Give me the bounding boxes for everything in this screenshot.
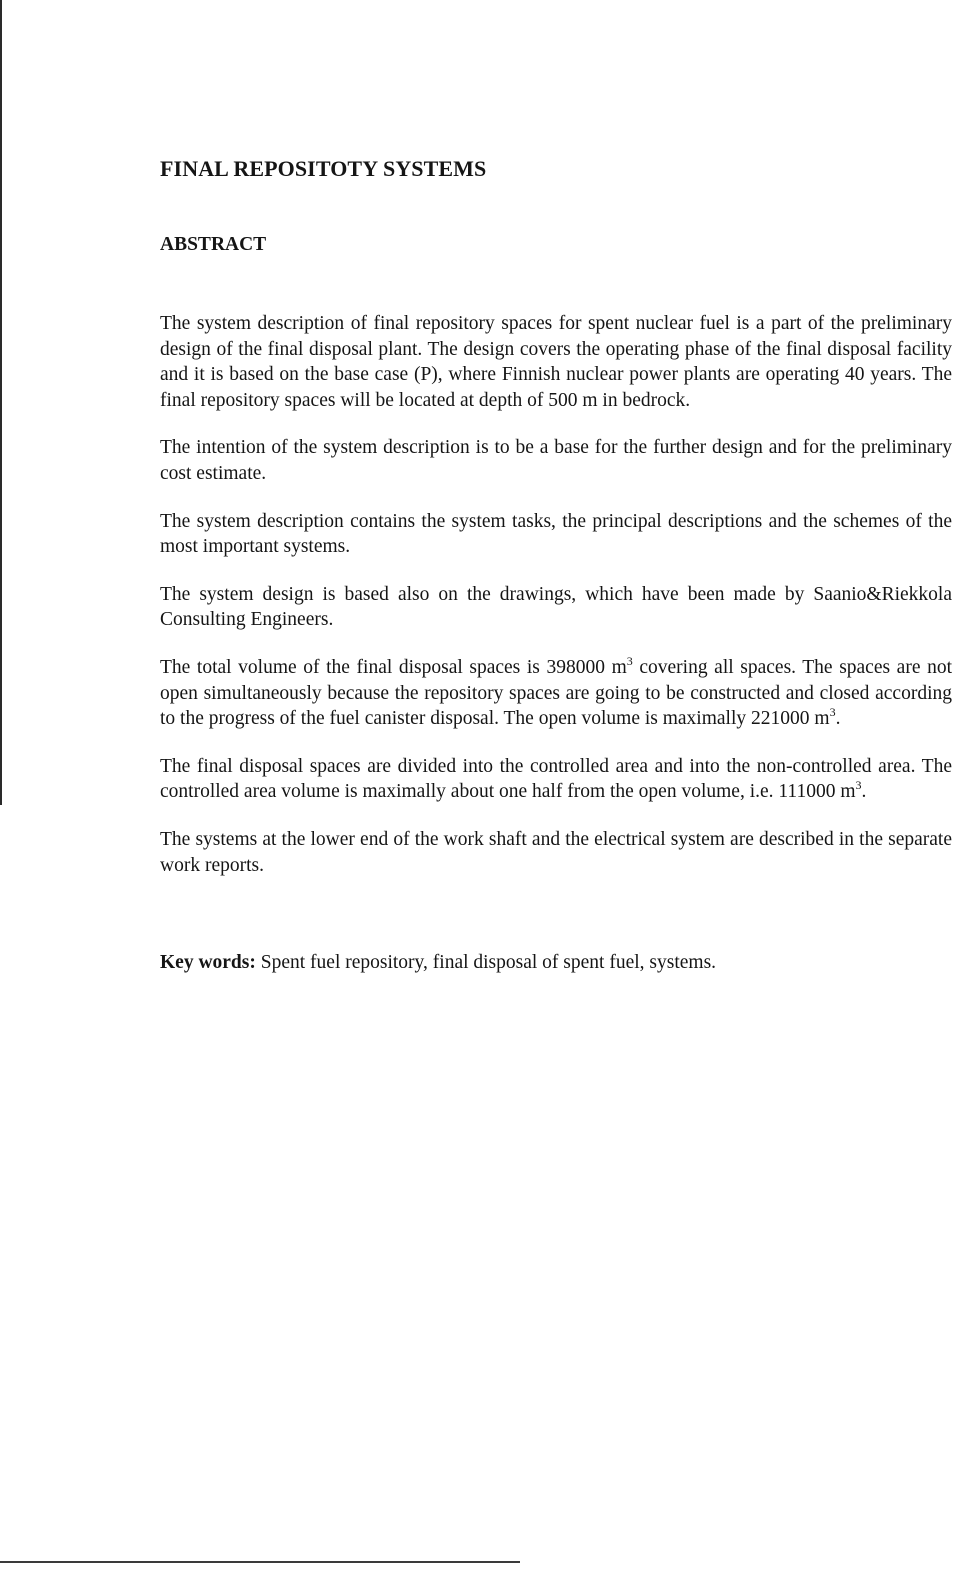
- volume-superscript-2: 3: [829, 705, 836, 720]
- keywords-text: Spent fuel repository, final disposal of spent fuel, systems.: [255, 952, 717, 974]
- scan-bottom-rule: [0, 1561, 520, 1563]
- page-title: FINAL REPOSITOTY SYSTEMS: [160, 156, 487, 181]
- paragraph-separate-reports: The systems at the lower end of the work shaft and the electrical system are described in the separate work reports.: [160, 828, 952, 876]
- abstract-heading: ABSTRACT: [160, 234, 267, 255]
- paragraph-volume: [160, 655, 952, 732]
- keywords-line: [160, 950, 952, 976]
- keywords-label: Key words:: [160, 952, 256, 974]
- controlled-text-b: .: [861, 781, 867, 803]
- volume-superscript-1: 3: [626, 653, 633, 668]
- document-page: [160, 154, 952, 976]
- paragraph-contents: The system description contains the system tasks, the principal descriptions and the schemes of the most important systems.: [160, 510, 952, 558]
- volume-text-b: covering all spaces. The spaces are not open simultaneously because the repository spaces are going to be constructed and closed according to the progress of the fuel canister disposal. The open volume is maximally 221000 m: [160, 656, 953, 730]
- scan-left-edge: [0, 0, 2, 805]
- paragraph-scope: The system description of final repository spaces for spent nuclear fuel is a part of the preliminary design of the final disposal plant. The design covers the operating phase of the final disposal facility and it is based on the base case (P), where Finnish nuclear power plants are operating 40 years. The final repository spaces will be located at depth of 500 m in bedrock.: [160, 313, 952, 411]
- paragraph-intention: The intention of the system description is to be a base for the further design and for the preliminary cost estimate.: [160, 437, 952, 484]
- abstract-body: [160, 311, 952, 878]
- volume-text-a: The total volume of the final disposal spaces is 398000 m: [160, 656, 627, 678]
- paragraph-controlled-area: [160, 754, 952, 805]
- controlled-text-a: The final disposal spaces are divided into the controlled area and into the non-controlled area. The controlled area volume is maximally about one half from the open volume, i.e. 111000 m: [160, 755, 952, 803]
- paragraph-drawings: The system design is based also on the drawings, which have been made by Saanio&Riekkola Consulting Engineers.: [160, 583, 952, 631]
- volume-text-c: .: [835, 708, 841, 730]
- controlled-superscript: 3: [855, 778, 862, 793]
